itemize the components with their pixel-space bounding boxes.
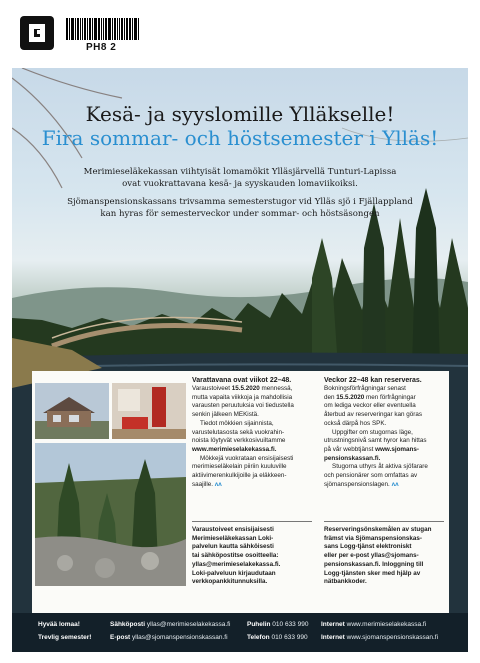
web-fi [321,621,426,628]
fi-text: merimieseläkelain piiriin kuuluville [192,463,287,471]
sv-text: den [324,393,337,401]
fi-text: senkin jälkeen MEKistä. [192,411,259,419]
sv-text: Bokningsförfrågningar senast [324,385,406,392]
cabin-interior-photo [112,383,186,439]
fi-heading: Varattavana ovat viikot 22–48. [192,377,292,384]
fi-website: www.merimieselakekassa.fi. [192,445,277,453]
intro-fi [42,166,438,190]
fi-booking: verkkopankkitunnuksilla. [192,578,268,586]
intro-sv-line: kan hyras för semesterveckor under sommar- och höstsäsongen [100,209,380,219]
sv-heading: Veckor 22–48 kan reserveras. [324,377,422,384]
sv-booking: Reserveringsönskemålen av stugan [324,526,432,533]
fi-divider [192,521,312,522]
fi-booking: tai sähköpostitse osoitteella: [192,552,279,560]
sv-booking: eller per e-post yllas@sjomans- [324,552,419,560]
fi-text: aktiivimerenkulkijoille ja eläkkeen- [192,472,287,480]
greeting-fi: Hyvää lomaa! [38,621,80,628]
email-sv-link[interactable]: yllas@sjomanspensionskassan.fi [132,634,228,641]
wave-icon: ʌʌ [391,480,399,488]
phone-sv [247,634,308,641]
sv-text: återbud av reserveringar kan göras [324,411,423,419]
logo [20,16,54,50]
sv-column [324,377,448,489]
fi-email: yllas@merimieselakekassa.fi. [192,560,281,568]
email-sv [110,634,228,641]
sv-text: också därpå hos SPK. [324,419,387,427]
email-fi [110,621,230,628]
sv-text: om lediga veckor eller eventuella [324,402,416,410]
sv-booking: främst via Sjömanspensionskas- [324,534,422,542]
fi-booking: Merimieseläkekassan Loki- [192,534,274,542]
web-sv [321,634,438,641]
web-sv-label: Internet [321,634,345,641]
footer-row-fi [38,621,80,628]
fi-text: mennessä, [259,385,293,392]
email-fi-label: Sähköposti [110,621,146,628]
fi-text: Varaustoiveet [192,385,232,392]
email-fi-link[interactable]: yllas@merimieselakekassa.fi [146,621,231,628]
intro-fi-line: ovat vuokrattavana kesä- ja syyskauden lomaviikoiksi. [122,179,358,189]
footer-row-sv [38,634,91,641]
title-sv: Fira sommar- och höstsemester i Ylläs! [41,126,439,150]
phone-sv-number: 010 633 990 [271,634,308,641]
sv-text: och pensionärer som omfattas av [324,472,418,480]
contact-footer [12,613,468,652]
sv-text: sjömanspensionslagen. [324,480,390,488]
sv-website: www.sjomans- [375,445,419,453]
fi-booking: palvelun kautta sähköisesti [192,543,274,551]
fi-booking: Varaustoiveet ensisijaisesti [192,526,274,533]
poster [12,68,468,652]
sv-booking: Logg-tjänsten sker med hjälp av [324,569,421,577]
phone-sv-label: Telefon [247,634,270,641]
fi-booking-box [192,526,314,587]
info-panel [32,371,449,627]
web-fi-label: Internet [321,621,345,628]
phone-fi-label: Puhelin [247,621,271,628]
sv-divider [324,521,444,522]
sv-text: på vår webbtjänst [324,445,376,453]
barcode [66,18,140,40]
intro-sv-line: Sjömanspensionskassans trivsamma semesterstugor vid Ylläs sjö i Fjällappland [67,197,413,207]
title-fi: Kesä- ja syyslomille Ylläkselle! [85,102,395,126]
intro-fi-line: Merimieseläkekassan viihtyisät lomamökit Ylläsjärvellä Tunturi-Lapissa [83,167,397,177]
fi-text: varustelutasosta sekä vuokrahin- [192,428,285,436]
sv-date: 15.5.2020 [336,393,365,401]
wave-icon: ʌʌ [214,480,222,488]
sv-booking: nätbankkoder. [324,578,367,586]
phone-fi [247,621,308,628]
web-fi-link[interactable]: www.merimieselakekassa.fi [346,621,427,628]
sv-text: Stugorna uthyrs åt aktiva sjöfarare [332,463,428,471]
greeting-sv: Trevlig semester! [38,634,92,641]
sv-text: Uppgifter om stugornas läge, [332,428,413,436]
phone-fi-number: 010 633 990 [272,621,309,628]
forest-photo [35,443,186,586]
sv-booking-box [324,526,448,587]
fi-date: 15.5.2020 [231,385,260,392]
cabin-exterior-photo [35,383,109,439]
email-sv-label: E-post [110,634,131,641]
fi-text: Mökkejä vuokrataan ensisijaisesti [200,454,294,462]
fi-text: saajille. [192,480,213,488]
fi-text: mutta vapaita viikkoja ja mahdollisia [192,393,293,401]
sv-booking: pensionskassan.fi. Inloggning till [324,560,424,568]
sv-text: utrustningsnivå samt hyror kan hittas [324,437,427,445]
sv-website: pensionskassan.fi. [324,454,381,462]
fi-text: noista löytyvät verkkosivuiltamme [192,437,286,445]
fi-text: varausten peruutuksia voi tiedustella [192,402,294,410]
web-sv-link[interactable]: www.sjomanspensionskassan.fi [346,634,439,641]
fi-booking: Loki-palveluun kirjaudutaan [192,569,276,577]
fi-column [192,377,314,489]
sv-text: men förfrågningar [364,393,416,401]
barcode-code: PH8 2 [86,42,117,53]
intro-sv [42,196,438,220]
sv-booking: sans Logg-tjänst elektroniskt [324,543,412,551]
fi-text: Tiedot mökkien sijainnista, [200,419,274,427]
